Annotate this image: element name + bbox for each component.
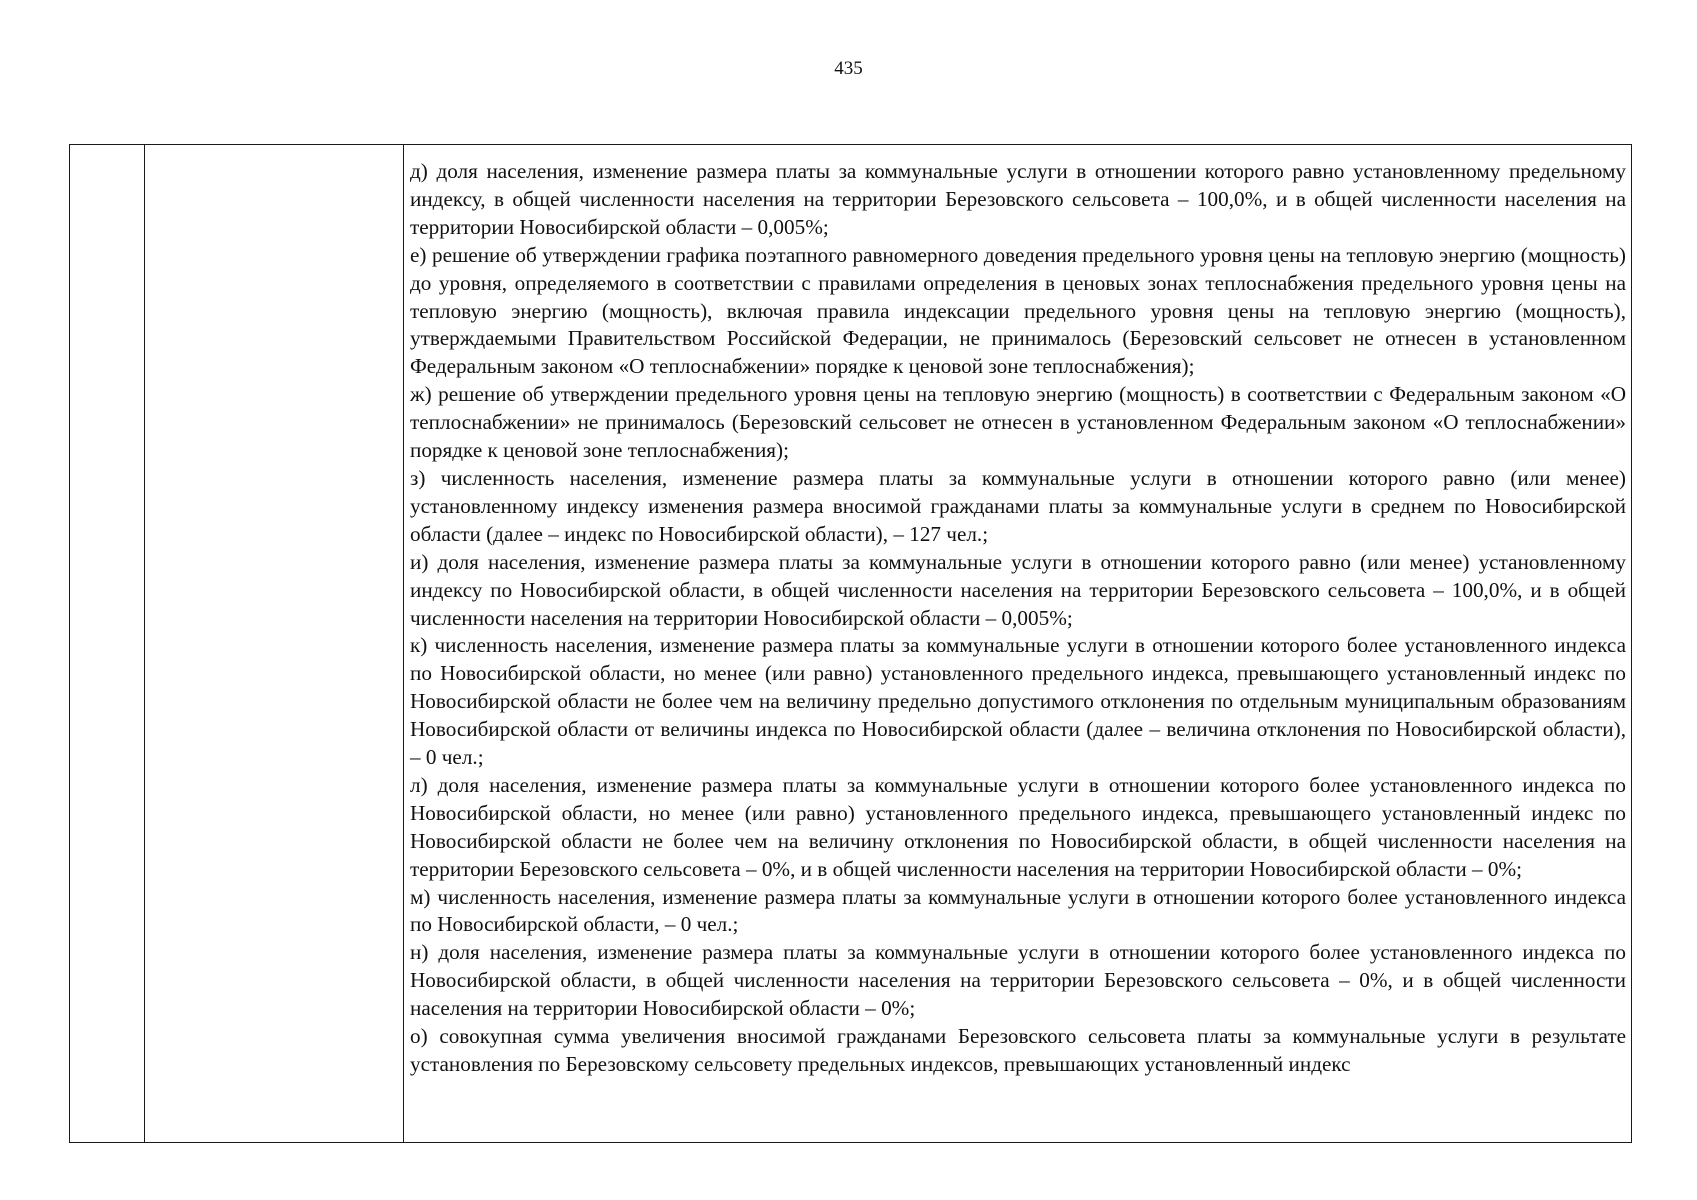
table-row <box>70 145 1632 1143</box>
table-cell-number <box>70 145 145 1143</box>
paragraph-k: к) численность населения, изменение размера платы за коммунальные услуги в отношении которого более установленного индекса по Новосибирской области, но менее (или равно) установленного предельного индекса, превышающего установленный индекс по Новосибирской области не более чем на величину предельно допустимого отклонения по отдельным муниципальным образованиям Новосибирской области от величины индекса по Новосибирской области (далее – величина отклонения по Новосибирской области), – 0 чел.; <box>410 633 1626 770</box>
document-table <box>69 144 1632 1143</box>
paragraph-l: л) доля населения, изменение размера платы за коммунальные услуги в отношении которого более установленного индекса по Новосибирской области, но менее (или равно) установленного предельного индекса, превышающего установленный индекс по Новосибирской области не более чем на величину отклонения по Новосибирской области, в общей численности населения на территории Березовского сельсовета – 0%, и в общей численности населения на территории Новосибирской области – 0%; <box>410 772 1626 881</box>
table-cell-name <box>145 145 404 1143</box>
paragraph-n: н) доля населения, изменение размера платы за коммунальные услуги в отношении которого более установленного индекса по Новосибирской области, в общей численности населения на территории Березовского сельсовета – 0%, и в общей численности населения на территории Новосибирской области – 0%; <box>410 940 1626 1021</box>
paragraph-e: е) решение об утверждении графика поэтапного равномерного доведения предельного уровня цены на тепловую энергию (мощность) до уровня, определяемого в соответствии с правилами определения в ценовых зонах теплоснабжения предельного уровня цены на тепловую энергию (мощность), включая правила индексации предельного уровня цены на тепловую энергию (мощность), утверждаемыми Правительством Российской Федерации, не принималось (Березовский сельсовет не отнесен в установленном Федеральным законом «О теплоснабжении» порядке к ценовой зоне теплоснабжения); <box>410 242 1626 379</box>
paragraph-m: м) численность населения, изменение размера платы за коммунальные услуги в отношении которого более установленного индекса по Новосибирской области, – 0 чел.; <box>410 884 1626 937</box>
paragraph-i: и) доля населения, изменение размера платы за коммунальные услуги в отношении которого равно (или менее) установленному индексу по Новосибирской области, в общей численности населения на территории Березовского сельсовета – 100,0%, и в общей численности населения на территории Новосибирской области – 0,005%; <box>410 549 1626 630</box>
paragraph-z: з) численность населения, изменение размера платы за коммунальные услуги в отношении которого равно (или менее) установленному индексу изменения размера вносимой гражданами платы за коммунальные услуги в среднем по Новосибирской области (далее – индекс по Новосибирской области), – 127 чел.; <box>410 465 1626 546</box>
page-number: 435 <box>834 58 863 79</box>
table-cell-content <box>404 145 1632 1143</box>
paragraph-d: д) доля населения, изменение размера платы за коммунальные услуги в отношении которого равно установленному предельному индексу, в общей численности населения на территории Березовского сельсовета – 100,0%, и в общей численности населения на территории Новосибирской области – 0,005%; <box>410 159 1626 239</box>
paragraph-zh: ж) решение об утверждении предельного уровня цены на тепловую энергию (мощность) в соответствии с Федеральным законом «О теплоснабжении» не принималось (Березовский сельсовет не отнесен в установленном Федеральным законом «О теплоснабжении» порядке к ценовой зоне теплоснабжения); <box>410 382 1626 463</box>
paragraph-o: о) совокупная сумма увеличения вносимой гражданами Березовского сельсовета платы за коммунальные услуги в результате установления по Березовскому сельсовету предельных индексов, превышающих установленный индекс <box>410 1024 1626 1076</box>
